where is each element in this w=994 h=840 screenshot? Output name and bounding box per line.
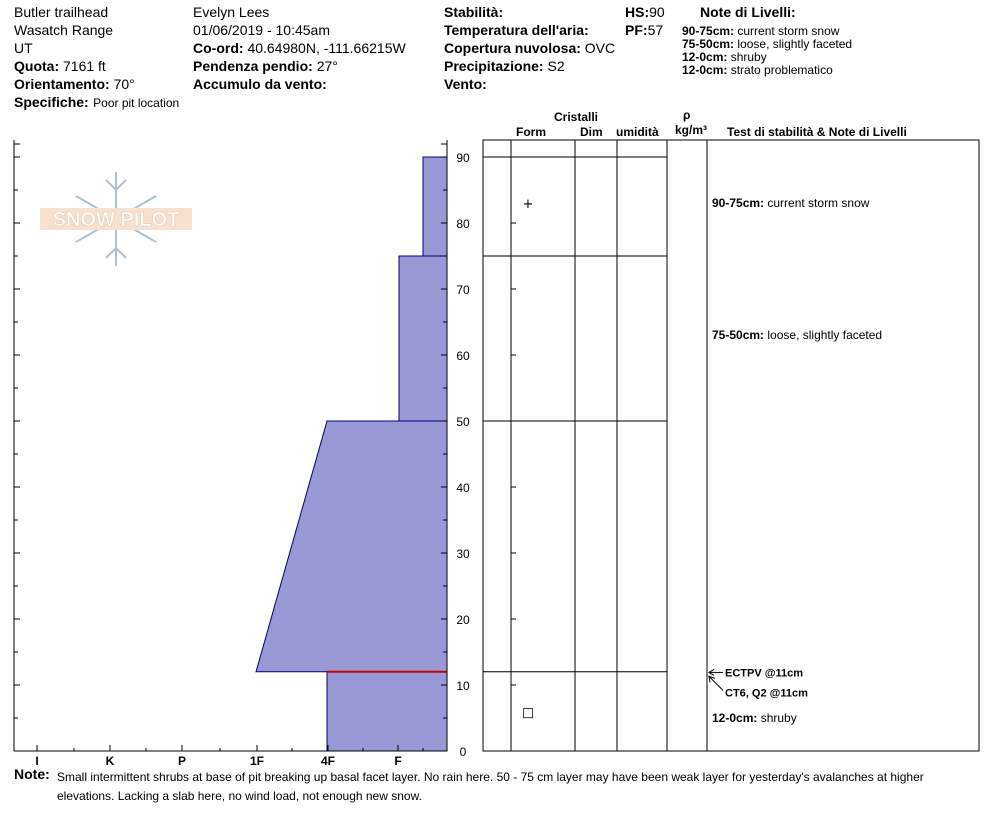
col-rho: ρ	[683, 108, 691, 122]
layer-note-text: shruby	[730, 50, 767, 64]
y-tick-label: 70	[456, 283, 470, 297]
layer-notes-title: Note di Livelli:	[700, 4, 796, 20]
y-tick-label: 90	[456, 151, 470, 165]
location: Butler trailhead	[14, 4, 109, 20]
elevation-label: Quota:	[14, 58, 60, 74]
hardness-layer	[423, 157, 447, 256]
grain-form-symbol: +	[522, 197, 534, 213]
range: Wasatch Range	[14, 22, 114, 38]
col-humidity: umidità	[616, 125, 659, 139]
specifics-value: Poor pit location	[93, 96, 180, 110]
layer-note-range: 12-0cm:	[682, 63, 728, 77]
sky-value: OVC	[584, 40, 616, 56]
layer-note-range: 12-0cm:	[682, 50, 728, 64]
slope-value: 27°	[316, 58, 338, 74]
layer-note-text: current storm snow	[737, 24, 840, 38]
precip-value: S2	[547, 58, 565, 74]
y-tick-label: 30	[456, 547, 470, 561]
table-layer-note: 90-75cm: current storm snow	[712, 196, 870, 211]
stability-test-label: CT6, Q2 @11cm	[725, 687, 808, 700]
slope-label: Pendenza pendio:	[193, 58, 313, 74]
y-tick-label: 60	[456, 349, 470, 363]
x-tick-label: K	[105, 754, 115, 768]
grain-form-symbol: □	[521, 705, 535, 721]
logo-text: SNOW PILOT	[52, 209, 180, 231]
table-layer-note: 12-0cm: shruby	[712, 711, 797, 725]
specifics-label: Specifiche:	[14, 94, 89, 110]
x-tick-label: I	[35, 754, 39, 768]
y-tick-label: 20	[456, 613, 470, 627]
x-tick-label: P	[177, 754, 187, 768]
col-density-unit: kg/m³	[675, 123, 708, 137]
state: UT	[14, 40, 33, 56]
air-temp-label: Temperatura dell'aria:	[444, 22, 589, 38]
col-dim: Dim	[580, 125, 603, 139]
datetime: 01/06/2019 - 10:45am	[193, 22, 330, 38]
stability-label: Stabilità:	[444, 4, 504, 20]
observer: Evelyn Lees	[193, 4, 270, 20]
sky-label: Copertura nuvolosa:	[444, 40, 581, 56]
wind-label: Vento:	[444, 76, 487, 92]
aspect-value: 70°	[113, 76, 135, 92]
y-tick-label: 80	[456, 217, 470, 231]
layer-note-text: loose, slightly faceted	[737, 37, 853, 51]
x-tick-label: F	[394, 754, 402, 768]
col-stability-notes: Test di stabilità & Note di Livelli	[727, 125, 907, 139]
footer-label: Note:	[14, 766, 50, 782]
footer-note: Small intermittent shrubs at base of pit breaking up basal facet layer. No rain here. 50 - 75 cm layer may have been weak layer for yesterday's avalanches at higher elevations. Lacking a slab here, no wind load, not enough new snow.	[57, 770, 924, 803]
layer-note-range: 75-50cm:	[682, 37, 735, 51]
hs-value: 90	[649, 4, 665, 20]
wind-loading-label: Accumulo da vento:	[193, 76, 327, 92]
aspect-label: Orientamento:	[14, 76, 110, 92]
table-frame	[483, 140, 979, 751]
hardness-layer	[327, 672, 447, 751]
layer-note-range: 90-75cm:	[682, 24, 735, 38]
col-crystals: Cristalli	[554, 110, 599, 124]
snowpilot-logo	[40, 172, 192, 266]
coords-value: 40.64980N, -111.66215W	[247, 40, 406, 56]
y-tick-label: 10	[456, 679, 470, 693]
y-tick-label: 0	[459, 745, 467, 759]
coords-label: Co-ord:	[193, 40, 244, 56]
x-tick-label: 4F	[320, 754, 336, 768]
hardness-layer	[399, 256, 447, 421]
pf-value: 57	[647, 22, 664, 38]
layer-note-text: strato problematico	[730, 63, 833, 77]
hs-label: HS:	[625, 4, 650, 20]
hardness-layer	[256, 421, 447, 672]
stability-test-label: ECTPV @11cm	[725, 667, 803, 680]
x-tick-label: 1F	[249, 754, 265, 768]
precip-label: Precipitazione:	[444, 58, 544, 74]
col-form: Form	[516, 125, 546, 139]
pf-label: PF:	[625, 22, 648, 38]
y-tick-label: 40	[456, 481, 470, 495]
table-layer-note: 75-50cm: loose, slightly faceted	[712, 328, 883, 343]
stability-arrow	[709, 676, 723, 690]
elevation-value: 7161 ft	[63, 58, 106, 74]
y-tick-label: 50	[456, 415, 470, 429]
